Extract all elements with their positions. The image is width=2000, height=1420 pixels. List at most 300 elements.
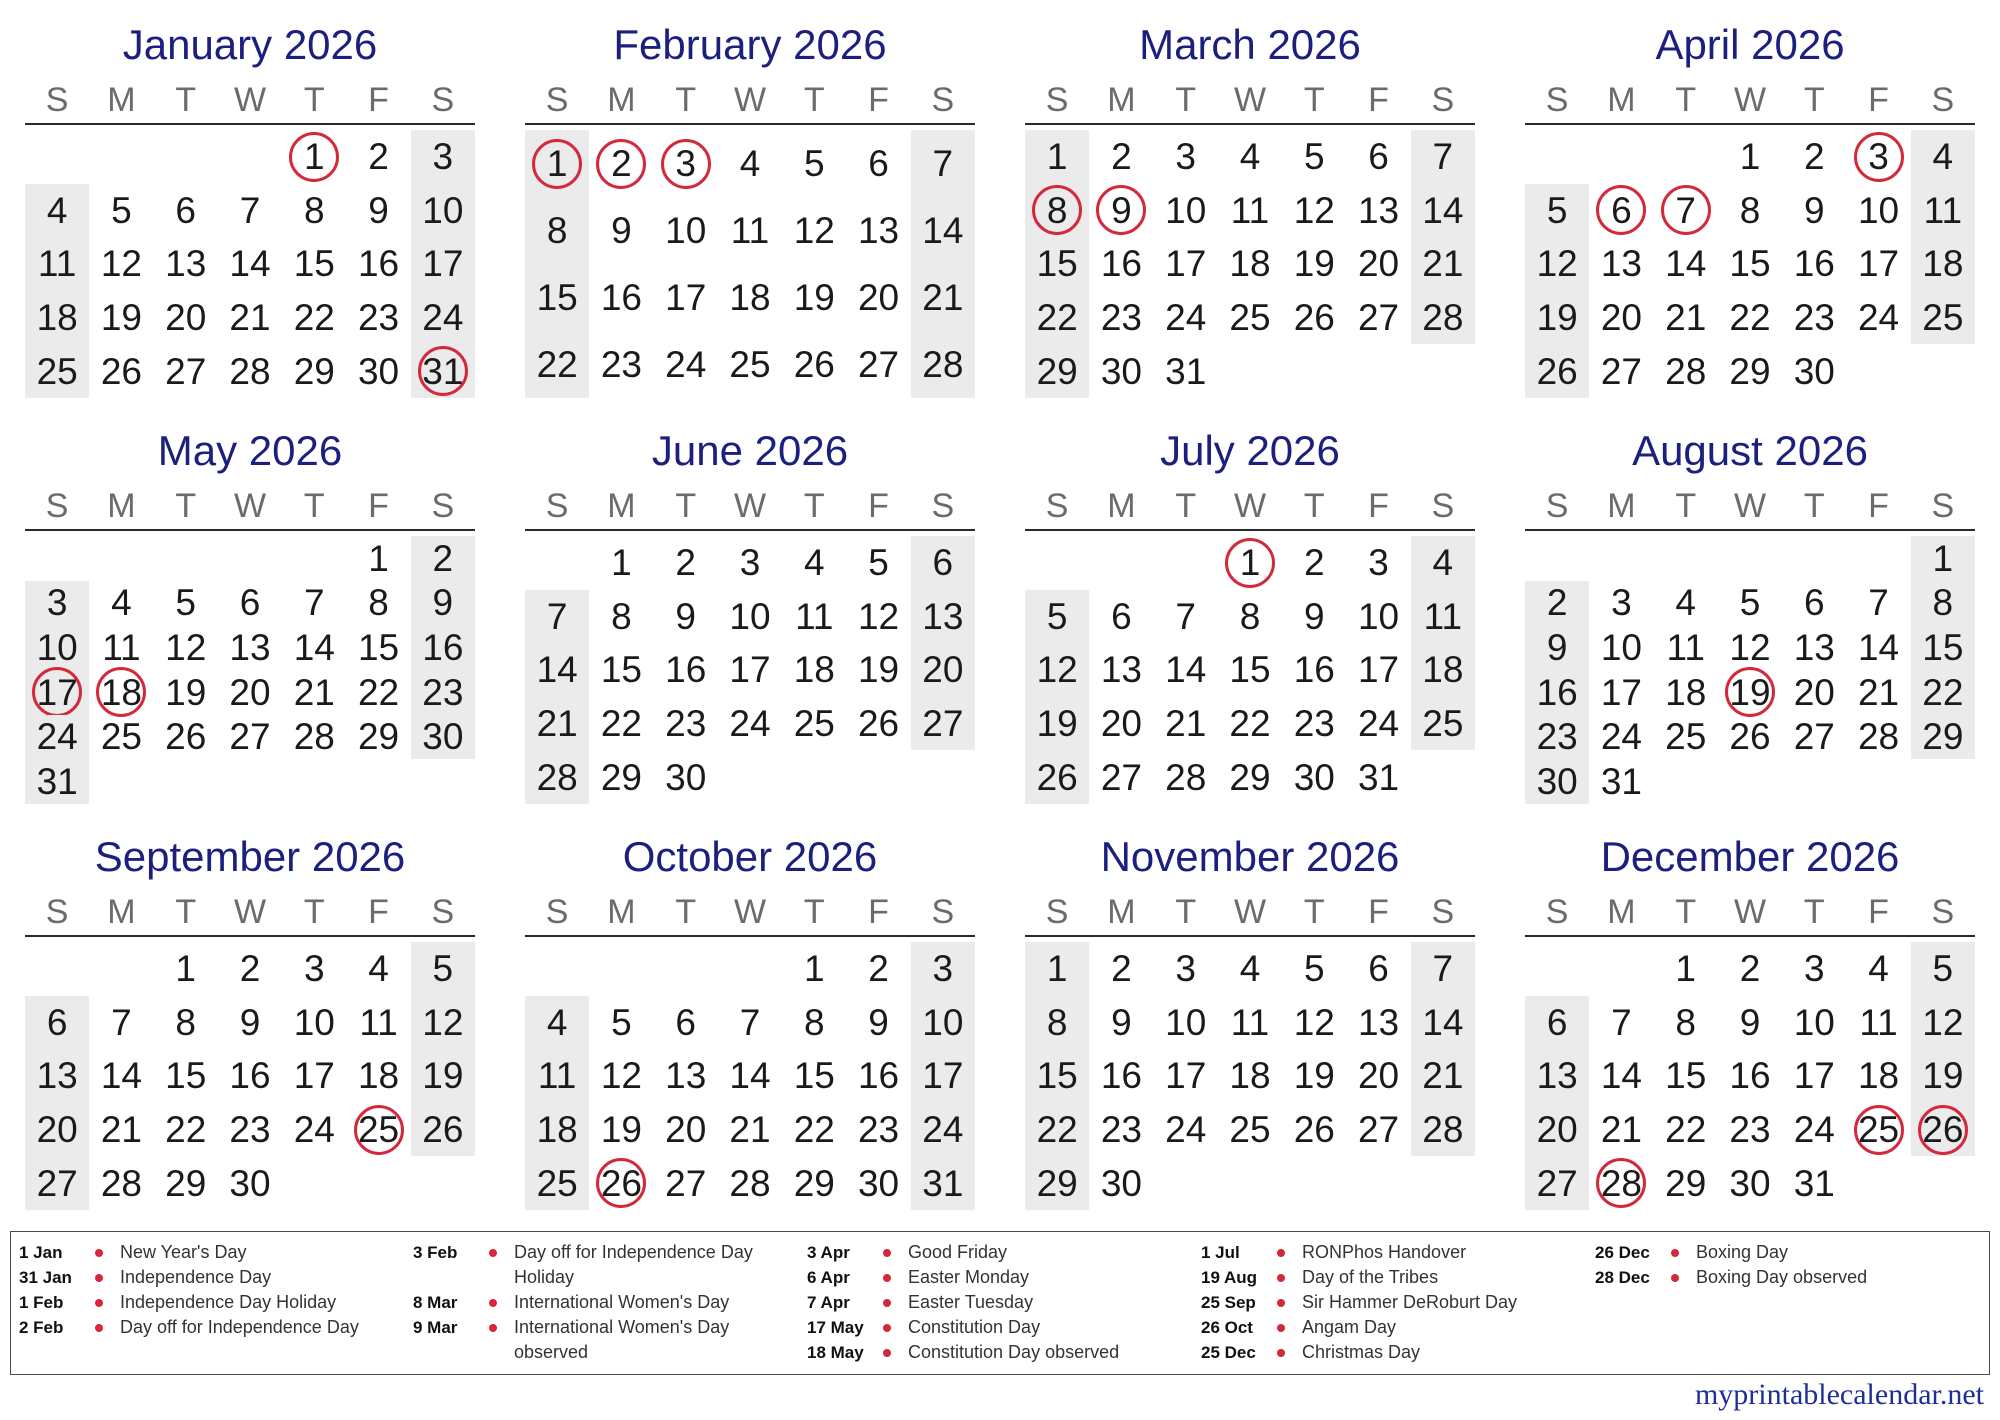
legend-column (1595, 1240, 1989, 1374)
holiday-legend-entry (19, 1290, 413, 1315)
day-number: 13 (1600, 243, 1642, 285)
day-cell (346, 942, 410, 996)
empty-day-cell (589, 942, 653, 996)
day-number: 26 (1536, 350, 1578, 392)
bullet-icon (1277, 1349, 1285, 1357)
weekday-header-wed: W (1733, 487, 1767, 525)
day-number: 25 (1422, 703, 1464, 745)
holiday-name: New Year's Day (120, 1242, 247, 1262)
day-number: 27 (165, 350, 207, 392)
day-number: 24 (1357, 703, 1400, 745)
day-cell (1089, 750, 1153, 804)
day-cell (282, 1049, 346, 1103)
weekday-header-sun: S (45, 893, 69, 931)
day-cell (1025, 1103, 1089, 1157)
day-cell (154, 670, 218, 715)
day-cell (1411, 130, 1475, 184)
day-cell (1782, 344, 1846, 398)
day-number: 27 (36, 1162, 78, 1204)
day-cell (346, 670, 410, 715)
day-cell (1282, 237, 1346, 291)
day-number: 14 (100, 1055, 142, 1097)
day-number: 16 (357, 243, 400, 285)
day-cell (346, 536, 410, 581)
day-number: 19 (1536, 297, 1578, 339)
holiday-date: 18 May (807, 1343, 864, 1362)
day-number: 18 (729, 277, 771, 318)
day-cell (1718, 291, 1782, 345)
day-number: 18 (536, 1109, 578, 1151)
empty-day-cell (346, 1156, 410, 1210)
day-number: 28 (293, 716, 335, 758)
bullet-icon (95, 1274, 103, 1282)
weekday-header-thu: T (803, 487, 825, 525)
holiday-name: Boxing Day (1696, 1242, 1789, 1262)
day-number: 7 (303, 582, 325, 624)
day-cell (1346, 237, 1410, 291)
day-number: 31 (1357, 756, 1400, 798)
day-number: 26 (793, 344, 835, 385)
empty-day-cell (1846, 536, 1910, 581)
weekday-header-sun: S (1045, 81, 1069, 119)
day-cell (911, 590, 975, 644)
day-cell (1282, 643, 1346, 697)
day-cell (1911, 996, 1975, 1050)
day-cell (589, 1103, 653, 1157)
day-number: 30 (665, 756, 707, 798)
day-number: 7 (546, 595, 568, 637)
day-cell (1654, 670, 1718, 715)
day-cell (911, 942, 975, 996)
holiday-date: 1 Jan (19, 1243, 63, 1262)
header-divider (1025, 123, 1475, 125)
month-december (1525, 832, 1975, 1210)
day-number: 20 (1536, 1109, 1578, 1151)
day-number: 4 (1432, 542, 1454, 584)
weekday-header-tue: T (1675, 893, 1697, 931)
day-cell (718, 264, 782, 331)
day-cell (654, 130, 718, 197)
day-number: 14 (1165, 649, 1207, 691)
day-cell (282, 291, 346, 345)
weekday-header-fri: F (1368, 893, 1389, 931)
day-cell (846, 1156, 910, 1210)
day-cell (1525, 996, 1589, 1050)
weekday-header-tue: T (675, 893, 697, 931)
day-cell (525, 590, 589, 644)
weekday-header-row (25, 892, 475, 932)
day-number: 3 (46, 582, 68, 624)
empty-day-cell (1025, 536, 1089, 590)
day-number: 30 (1536, 761, 1578, 803)
day-cell (1782, 581, 1846, 626)
day-number: 6 (1368, 948, 1389, 990)
empty-day-cell (525, 942, 589, 996)
day-cell (25, 715, 89, 760)
weekday-header-mon: M (607, 893, 636, 931)
day-number: 19 (1729, 671, 1771, 713)
day-cell (282, 344, 346, 398)
day-number: 6 (1546, 1001, 1568, 1043)
day-cell (1218, 130, 1282, 184)
day-number: 21 (536, 703, 578, 745)
day-cell (654, 996, 718, 1050)
day-cell (1654, 291, 1718, 345)
day-cell (1782, 184, 1846, 238)
day-number: 7 (739, 1001, 761, 1043)
weekday-header-wed: W (733, 487, 767, 525)
day-number: 13 (229, 627, 271, 669)
day-cell (782, 1103, 846, 1157)
day-cell (1846, 184, 1910, 238)
day-number: 27 (229, 716, 271, 758)
weekday-header-sun: S (1045, 487, 1069, 525)
day-cell (1218, 184, 1282, 238)
bullet-icon (1277, 1299, 1285, 1307)
day-number: 18 (100, 671, 142, 713)
day-number: 4 (1868, 948, 1889, 990)
header-divider (525, 123, 975, 125)
holiday-legend-entry (413, 1315, 807, 1365)
day-cell (1782, 942, 1846, 996)
day-cell (346, 996, 410, 1050)
day-cell (154, 291, 218, 345)
day-number: 15 (1729, 243, 1771, 285)
empty-day-cell (1654, 130, 1718, 184)
day-cell (346, 625, 410, 670)
day-number: 29 (793, 1162, 835, 1204)
day-cell (218, 1156, 282, 1210)
day-cell (1654, 715, 1718, 760)
month-title: January 2026 (122, 21, 378, 68)
weekday-header-wed: W (1233, 893, 1267, 931)
day-number: 17 (729, 649, 771, 691)
day-number: 5 (1546, 189, 1568, 231)
day-cell (718, 130, 782, 197)
day-number: 7 (1432, 136, 1454, 178)
day-number: 8 (368, 582, 389, 624)
day-number: 24 (293, 1109, 335, 1151)
holiday-name: Easter Monday (908, 1267, 1030, 1287)
holiday-date: 25 Dec (1201, 1343, 1256, 1362)
day-cell (1154, 750, 1218, 804)
day-cell (25, 996, 89, 1050)
day-number: 30 (1793, 350, 1835, 392)
day-number: 23 (665, 703, 707, 745)
day-cell (1525, 581, 1589, 626)
day-cell (411, 184, 475, 238)
day-number: 11 (1859, 1001, 1898, 1043)
day-number: 25 (729, 344, 771, 385)
day-number: 15 (1036, 243, 1078, 285)
day-number: 27 (922, 703, 964, 745)
holiday-name: Day off for Independence Day Holiday (514, 1242, 753, 1287)
day-number: 29 (1665, 1162, 1707, 1204)
day-cell (589, 536, 653, 590)
weekday-header-tue: T (1175, 893, 1197, 931)
day-cell (1346, 291, 1410, 345)
day-cell (411, 715, 475, 760)
day-number: 28 (1165, 756, 1207, 798)
day-cell (1089, 237, 1153, 291)
day-cell (1654, 581, 1718, 626)
day-cell (589, 643, 653, 697)
day-cell (782, 697, 846, 751)
day-number: 2 (611, 143, 632, 184)
weekday-header-row (525, 486, 975, 526)
empty-day-cell (525, 536, 589, 590)
month-august (1525, 426, 1975, 804)
day-number: 22 (293, 297, 335, 339)
day-grid (1025, 130, 1475, 398)
day-number: 24 (422, 297, 464, 339)
day-number: 16 (857, 1055, 900, 1097)
empty-day-cell (1525, 536, 1589, 581)
empty-day-cell (89, 536, 153, 581)
day-number: 30 (1100, 1162, 1142, 1204)
day-number: 12 (793, 210, 835, 251)
day-cell (25, 237, 89, 291)
day-cell (1718, 237, 1782, 291)
day-number: 24 (1165, 297, 1207, 339)
day-cell (1025, 750, 1089, 804)
day-number: 20 (922, 649, 964, 691)
day-cell (1525, 715, 1589, 760)
weekday-header-row (525, 80, 975, 120)
day-number: 15 (1922, 627, 1964, 669)
day-cell (589, 264, 653, 331)
day-number: 16 (1536, 671, 1578, 713)
day-number: 16 (1100, 243, 1142, 285)
day-cell (1346, 1103, 1410, 1157)
day-cell (282, 237, 346, 291)
day-number: 21 (229, 297, 271, 339)
day-number: 8 (1675, 1001, 1696, 1043)
day-number: 29 (1922, 716, 1964, 758)
holiday-legend-entry (19, 1265, 413, 1290)
day-number: 1 (803, 948, 825, 990)
empty-day-cell (1911, 344, 1975, 398)
day-number: 29 (1229, 756, 1271, 798)
weekday-header-thu: T (1303, 893, 1325, 931)
day-cell (89, 1049, 153, 1103)
day-cell (1089, 344, 1153, 398)
day-cell (1782, 130, 1846, 184)
day-number: 28 (1600, 1162, 1642, 1204)
day-cell (1654, 996, 1718, 1050)
holiday-legend-entry (1595, 1240, 1989, 1265)
day-cell (1782, 1049, 1846, 1103)
empty-day-cell (282, 759, 346, 804)
day-cell (1154, 590, 1218, 644)
day-number: 2 (1303, 542, 1325, 584)
day-number: 25 (1229, 297, 1271, 339)
month-july (1025, 426, 1475, 804)
day-cell (846, 536, 910, 590)
day-cell (1282, 590, 1346, 644)
holiday-name: Constitution Day observed (908, 1342, 1120, 1362)
holiday-date: 1 Feb (19, 1293, 64, 1312)
day-cell (1589, 184, 1653, 238)
empty-day-cell (1911, 759, 1975, 804)
holiday-legend-entry (1201, 1340, 1595, 1365)
day-cell (718, 536, 782, 590)
month-september (25, 832, 475, 1210)
empty-day-cell (911, 750, 975, 804)
day-number: 24 (729, 703, 771, 745)
day-cell (1025, 130, 1089, 184)
month-title: September 2026 (94, 833, 406, 880)
weekday-header-fri: F (1368, 81, 1389, 119)
day-cell (718, 1103, 782, 1157)
day-grid (25, 536, 475, 804)
day-cell (1718, 670, 1782, 715)
day-number: 17 (1793, 1055, 1835, 1097)
day-number: 3 (675, 143, 696, 184)
day-cell (218, 996, 282, 1050)
day-number: 6 (1111, 595, 1132, 637)
day-cell (1654, 1103, 1718, 1157)
day-cell (1154, 1049, 1218, 1103)
day-cell (1089, 996, 1153, 1050)
day-grid (1525, 130, 1975, 398)
day-number: 27 (1357, 297, 1400, 339)
weekday-header-tue: T (1675, 487, 1697, 525)
weekday-header-sun: S (545, 81, 569, 119)
weekday-header-sun: S (1545, 81, 1569, 119)
day-number: 12 (1293, 1001, 1335, 1043)
day-cell (154, 625, 218, 670)
day-number: 24 (1165, 1109, 1207, 1151)
day-cell (1911, 184, 1975, 238)
day-cell (1654, 344, 1718, 398)
day-cell (1525, 344, 1589, 398)
day-cell (1911, 130, 1975, 184)
day-cell (911, 1103, 975, 1157)
month-may (25, 426, 475, 804)
day-number: 6 (675, 1001, 696, 1043)
day-cell (911, 643, 975, 697)
weekday-header-fri: F (1868, 81, 1889, 119)
day-cell (782, 590, 846, 644)
day-cell (25, 670, 89, 715)
bullet-icon (883, 1249, 891, 1257)
day-number: 12 (1729, 627, 1771, 669)
day-number: 10 (665, 210, 707, 251)
day-number: 25 (36, 350, 78, 392)
day-cell (1411, 1049, 1475, 1103)
holiday-legend-entry (413, 1240, 807, 1290)
day-cell (718, 697, 782, 751)
day-number: 6 (1803, 582, 1825, 624)
empty-day-cell (654, 942, 718, 996)
day-cell (1589, 237, 1653, 291)
day-number: 11 (730, 210, 770, 251)
month-february (525, 20, 975, 398)
holiday-name: RONPhos Handover (1302, 1242, 1467, 1262)
day-number: 11 (1923, 189, 1963, 231)
day-number: 12 (1536, 243, 1578, 285)
day-cell (154, 581, 218, 626)
day-number: 19 (422, 1055, 464, 1097)
day-cell (1154, 291, 1218, 345)
day-number: 17 (36, 671, 78, 713)
day-cell (346, 237, 410, 291)
holiday-date: 3 Apr (807, 1243, 850, 1262)
day-cell (654, 264, 718, 331)
day-number: 13 (165, 243, 207, 285)
day-cell (25, 1049, 89, 1103)
day-number: 22 (536, 344, 578, 385)
day-cell (1846, 130, 1910, 184)
weekday-header-thu: T (303, 487, 325, 525)
day-number: 12 (1922, 1001, 1964, 1043)
day-number: 9 (1803, 189, 1825, 231)
empty-day-cell (718, 750, 782, 804)
weekday-header-sun: S (545, 893, 569, 931)
day-number: 9 (1303, 595, 1325, 637)
day-number: 13 (1100, 649, 1142, 691)
day-cell (1589, 996, 1653, 1050)
day-number: 17 (1600, 671, 1642, 713)
weekday-header-fri: F (1868, 893, 1889, 931)
day-number: 13 (1793, 627, 1835, 669)
day-cell (1525, 1103, 1589, 1157)
day-cell (1282, 184, 1346, 238)
day-number: 29 (600, 756, 642, 798)
day-number: 2 (1546, 582, 1568, 624)
day-number: 18 (1922, 243, 1964, 285)
day-number: 29 (293, 350, 335, 392)
empty-day-cell (1346, 344, 1410, 398)
day-cell (1589, 670, 1653, 715)
empty-day-cell (1525, 130, 1589, 184)
day-number: 9 (611, 210, 632, 251)
day-number: 29 (357, 716, 400, 758)
weekday-header-row (1025, 892, 1475, 932)
empty-day-cell (1654, 536, 1718, 581)
empty-day-cell (1846, 1156, 1910, 1210)
empty-day-cell (1846, 344, 1910, 398)
day-cell (1782, 996, 1846, 1050)
day-cell (218, 670, 282, 715)
day-number: 12 (1293, 189, 1335, 231)
day-cell (1846, 670, 1910, 715)
empty-day-cell (846, 750, 910, 804)
day-grid (1525, 942, 1975, 1210)
holiday-legend (10, 1231, 1990, 1375)
day-number: 10 (1600, 627, 1642, 669)
weekday-header-row (25, 80, 475, 120)
day-number: 24 (1600, 716, 1642, 758)
day-cell (1411, 942, 1475, 996)
day-number: 19 (1036, 703, 1078, 745)
day-cell (1025, 1049, 1089, 1103)
month-title: May 2026 (157, 427, 343, 474)
bullet-icon (95, 1299, 103, 1307)
empty-day-cell (25, 130, 89, 184)
day-number: 8 (1239, 595, 1261, 637)
weekday-header-mon: M (1107, 81, 1136, 119)
day-number: 27 (1793, 716, 1835, 758)
legend-column (1201, 1240, 1595, 1374)
day-number: 3 (1611, 582, 1632, 624)
header-divider (25, 529, 475, 531)
empty-day-cell (154, 130, 218, 184)
weekday-header-row (1025, 80, 1475, 120)
day-number: 28 (229, 350, 271, 392)
bullet-icon (883, 1274, 891, 1282)
